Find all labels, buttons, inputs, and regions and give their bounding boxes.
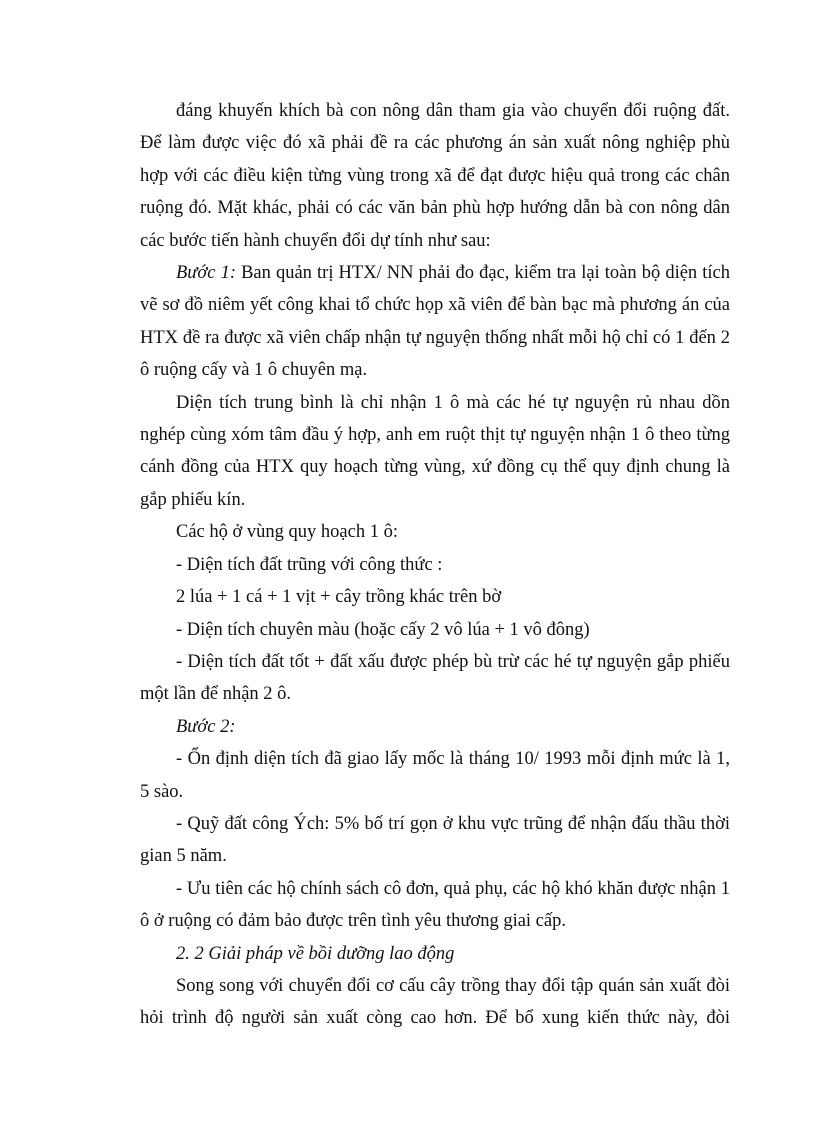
paragraph-training: Song song với chuyển đổi cơ cấu cây trồng thay đổi tập quán sản xuất đòi hỏi trình độ người sản xuất còng cao hơn. Để bổ xung kiến thức này, đòi: [140, 975, 730, 1029]
list-item-good-bad-land: - Diện tích đất tốt + đất xấu được phép bù trừ các hé tự nguyện gắp phiếu một lần để nhận 2 ô.: [140, 651, 730, 705]
list-item-stabilize: - Ổn định diện tích đã giao lấy mốc là tháng 10/ 1993 mỗi định mức là 1, 5 sào.: [140, 749, 730, 802]
paragraph-intro: đáng khuyến khích bà con nông dân tham gia vào chuyển đổi ruộng đất. Để làm được việc đó xã phải đề ra các phương án sản xuất nông nghiệp phù hợp với các điều kiện từng vùng trong xã để đạt được hiệu quả trong các chân ruộng đó. Mặt khác, phải có các văn bản phù hợp hướng dẫn bà con nông dân các bước tiến hành chuyển đổi dự tính như sau:: [140, 101, 730, 251]
formula-line: 2 lúa + 1 cá + 1 vịt + cây trồng khác trên bờ: [176, 587, 502, 608]
paragraph-average-area: Diện tích trung bình là chỉ nhận 1 ô mà các hé tự nguyện rủ nhau dồn nghép cùng xóm tâm đầu ý hợp, anh em ruột thịt tự nguyện nhận 1 ô theo từng cánh đồng của HTX quy hoạch từng vùng, xứ đồng cụ thể quy định chung là gắp phiếu kín.: [140, 392, 730, 510]
step-1-label: Bước 1:: [176, 263, 236, 284]
document-page: [140, 95, 730, 1035]
paragraph-step-1: [140, 257, 730, 387]
list-item-priority: - Ưu tiên các hộ chính sách cô đơn, quả phụ, các hộ khó khăn được nhận 1 ô ở ruộng có đảm bảo được trên tình yêu thương giai cấp.: [140, 878, 730, 932]
list-item-public-land: - Quỹ đất công Ých: 5% bố trí gọn ở khu vực trũng để nhận đấu thầu thời gian 5 năm.: [140, 813, 730, 867]
step-2-heading: Bước 2:: [176, 716, 236, 737]
list-item-crop-area: - Diện tích chuyên màu (hoặc cấy 2 vô lúa + 1 vô đông): [176, 619, 590, 640]
paragraph-zone-households: Các hộ ở vùng quy hoạch 1 ô:: [176, 522, 398, 543]
section-heading-2-2: 2. 2 Giải pháp về bồi dưỡng lao động: [176, 943, 455, 964]
step-1-text: Ban quản trị HTX/ NN phải đo đạc, kiểm tra lại toàn bộ diện tích vẽ sơ đồ niêm yết công khai tổ chức họp xã viên để bàn bạc mà phương án của HTX đề ra được xã viên chấp nhận tự nguyện thống nhất mỗi hộ chỉ có 1 đến 2 ô ruộng cấy và 1 ô chuyên mạ.: [140, 263, 731, 381]
list-item-lowland: - Diện tích đất trũng với công thức :: [176, 554, 443, 575]
